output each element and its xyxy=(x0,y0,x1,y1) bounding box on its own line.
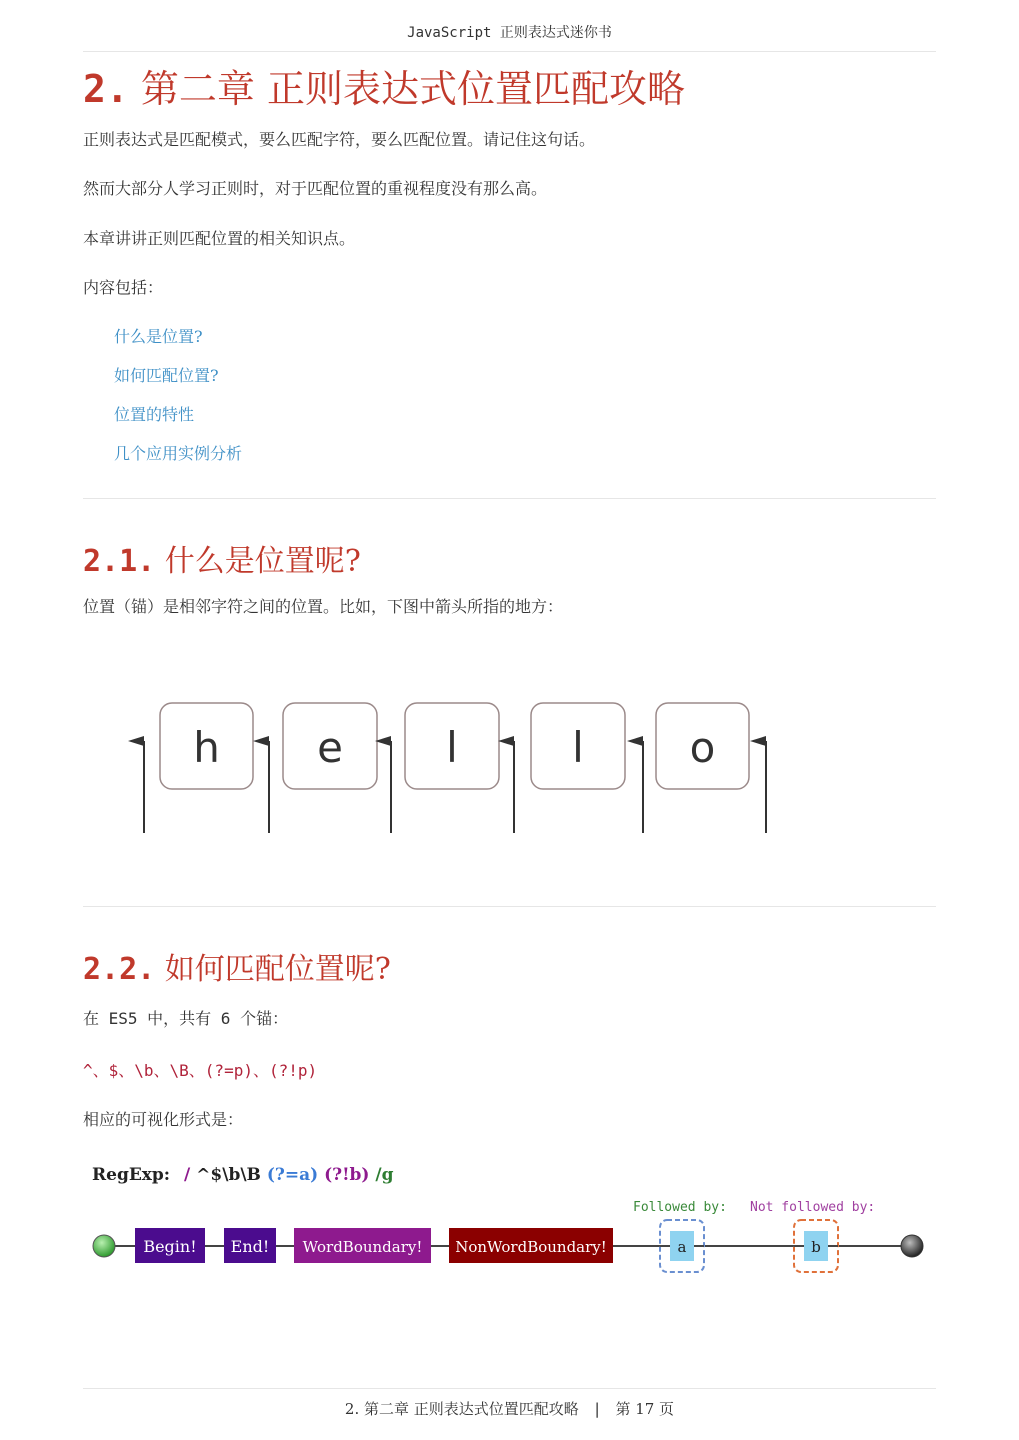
regexp-lookahead: (?=a) xyxy=(266,1165,319,1185)
letter-box-o xyxy=(656,703,749,789)
chapter-heading xyxy=(83,58,685,113)
end-node xyxy=(901,1235,923,1257)
word-boundary-label: WordBoundary! xyxy=(302,1238,423,1256)
anchors-code: ^、$、\b、\B、(?=p)、(?!p) xyxy=(83,1061,318,1080)
regexp-label: RegExp: xyxy=(92,1165,171,1185)
page-footer xyxy=(0,1398,1019,1419)
intro-paragraph-3: 本章讲讲正则匹配位置的相关知识点。 xyxy=(83,229,356,248)
letter-box-l1 xyxy=(405,703,499,789)
footer-divider xyxy=(83,1388,936,1389)
header-divider xyxy=(83,51,936,52)
non-word-boundary-label: NonWordBoundary! xyxy=(455,1238,607,1256)
section-title: 什么是位置呢? xyxy=(164,544,361,579)
running-header: JavaScript 正则表达式迷你书 xyxy=(407,25,612,41)
end-label: End! xyxy=(230,1237,270,1256)
footer-chapter: 2. 第二章 正则表达式位置匹配攻略 xyxy=(344,1400,579,1418)
followed-by-label: Followed by: xyxy=(633,1200,727,1215)
toc-link-properties[interactable]: 位置的特性 xyxy=(114,405,195,424)
section-number: 2.1. xyxy=(83,544,156,579)
letter-box-h xyxy=(160,703,253,789)
section-paragraph: 在 ES5 中，共有 6 个锚： xyxy=(83,1009,289,1028)
letter-e: e xyxy=(317,723,343,772)
footer-page-number: 第 17 页 xyxy=(615,1400,675,1418)
letter-box-e xyxy=(283,703,377,789)
regexp-source xyxy=(92,1165,394,1185)
intro-paragraph-1: 正则表达式是匹配模式，要么匹配字符，要么匹配位置。请记住这句话。 xyxy=(83,130,596,149)
letter-o: o xyxy=(689,723,716,772)
footer-separator: | xyxy=(583,1400,611,1418)
letter-h: h xyxy=(193,723,220,772)
toc-link-examples[interactable]: 几个应用实例分析 xyxy=(114,444,243,463)
regexp-flags: /g xyxy=(375,1165,394,1185)
letter-box-l2 xyxy=(531,703,625,789)
letter-l: l xyxy=(446,723,458,772)
regexp-railroad-diagram xyxy=(0,1155,1019,1295)
contents-label: 内容包括： xyxy=(83,278,164,297)
non-word-boundary-node xyxy=(449,1228,613,1263)
hello-position-figure xyxy=(0,640,1019,860)
start-node xyxy=(93,1235,115,1257)
section-divider xyxy=(83,498,936,499)
intro-paragraph-2: 然而大部分人学习正则时，对于匹配位置的重视程度没有那么高。 xyxy=(83,179,548,198)
chapter-number: 2. xyxy=(83,67,129,111)
regexp-anchors: ^$\b\B xyxy=(196,1165,261,1185)
end-assertion-node xyxy=(224,1228,276,1263)
chapter-title: 第二章 正则表达式位置匹配攻略 xyxy=(140,67,685,111)
not-followed-char: b xyxy=(811,1238,821,1256)
begin-node xyxy=(135,1228,205,1263)
section-paragraph: 相应的可视化形式是： xyxy=(83,1110,244,1129)
toc-link-what-is-position[interactable]: 什么是位置? xyxy=(114,327,203,346)
section-divider xyxy=(83,906,936,907)
letter-l: l xyxy=(572,723,584,772)
section-paragraph: 位置（锚）是相邻字符之间的位置。比如，下图中箭头所指的地方： xyxy=(83,597,564,616)
section-heading-2-2 xyxy=(83,944,391,988)
regexp-slash: / xyxy=(184,1165,191,1185)
regexp-negative-lookahead: (?!b) xyxy=(324,1165,370,1185)
begin-label: Begin! xyxy=(143,1237,197,1256)
section-title: 如何匹配位置呢? xyxy=(164,952,391,987)
not-followed-by-label: Not followed by: xyxy=(750,1200,876,1215)
section-heading-2-1 xyxy=(83,536,361,580)
toc-link-how-to-match[interactable]: 如何匹配位置? xyxy=(114,366,219,385)
word-boundary-node xyxy=(294,1228,431,1263)
section-number: 2.2. xyxy=(83,952,156,987)
followed-char: a xyxy=(677,1238,687,1256)
